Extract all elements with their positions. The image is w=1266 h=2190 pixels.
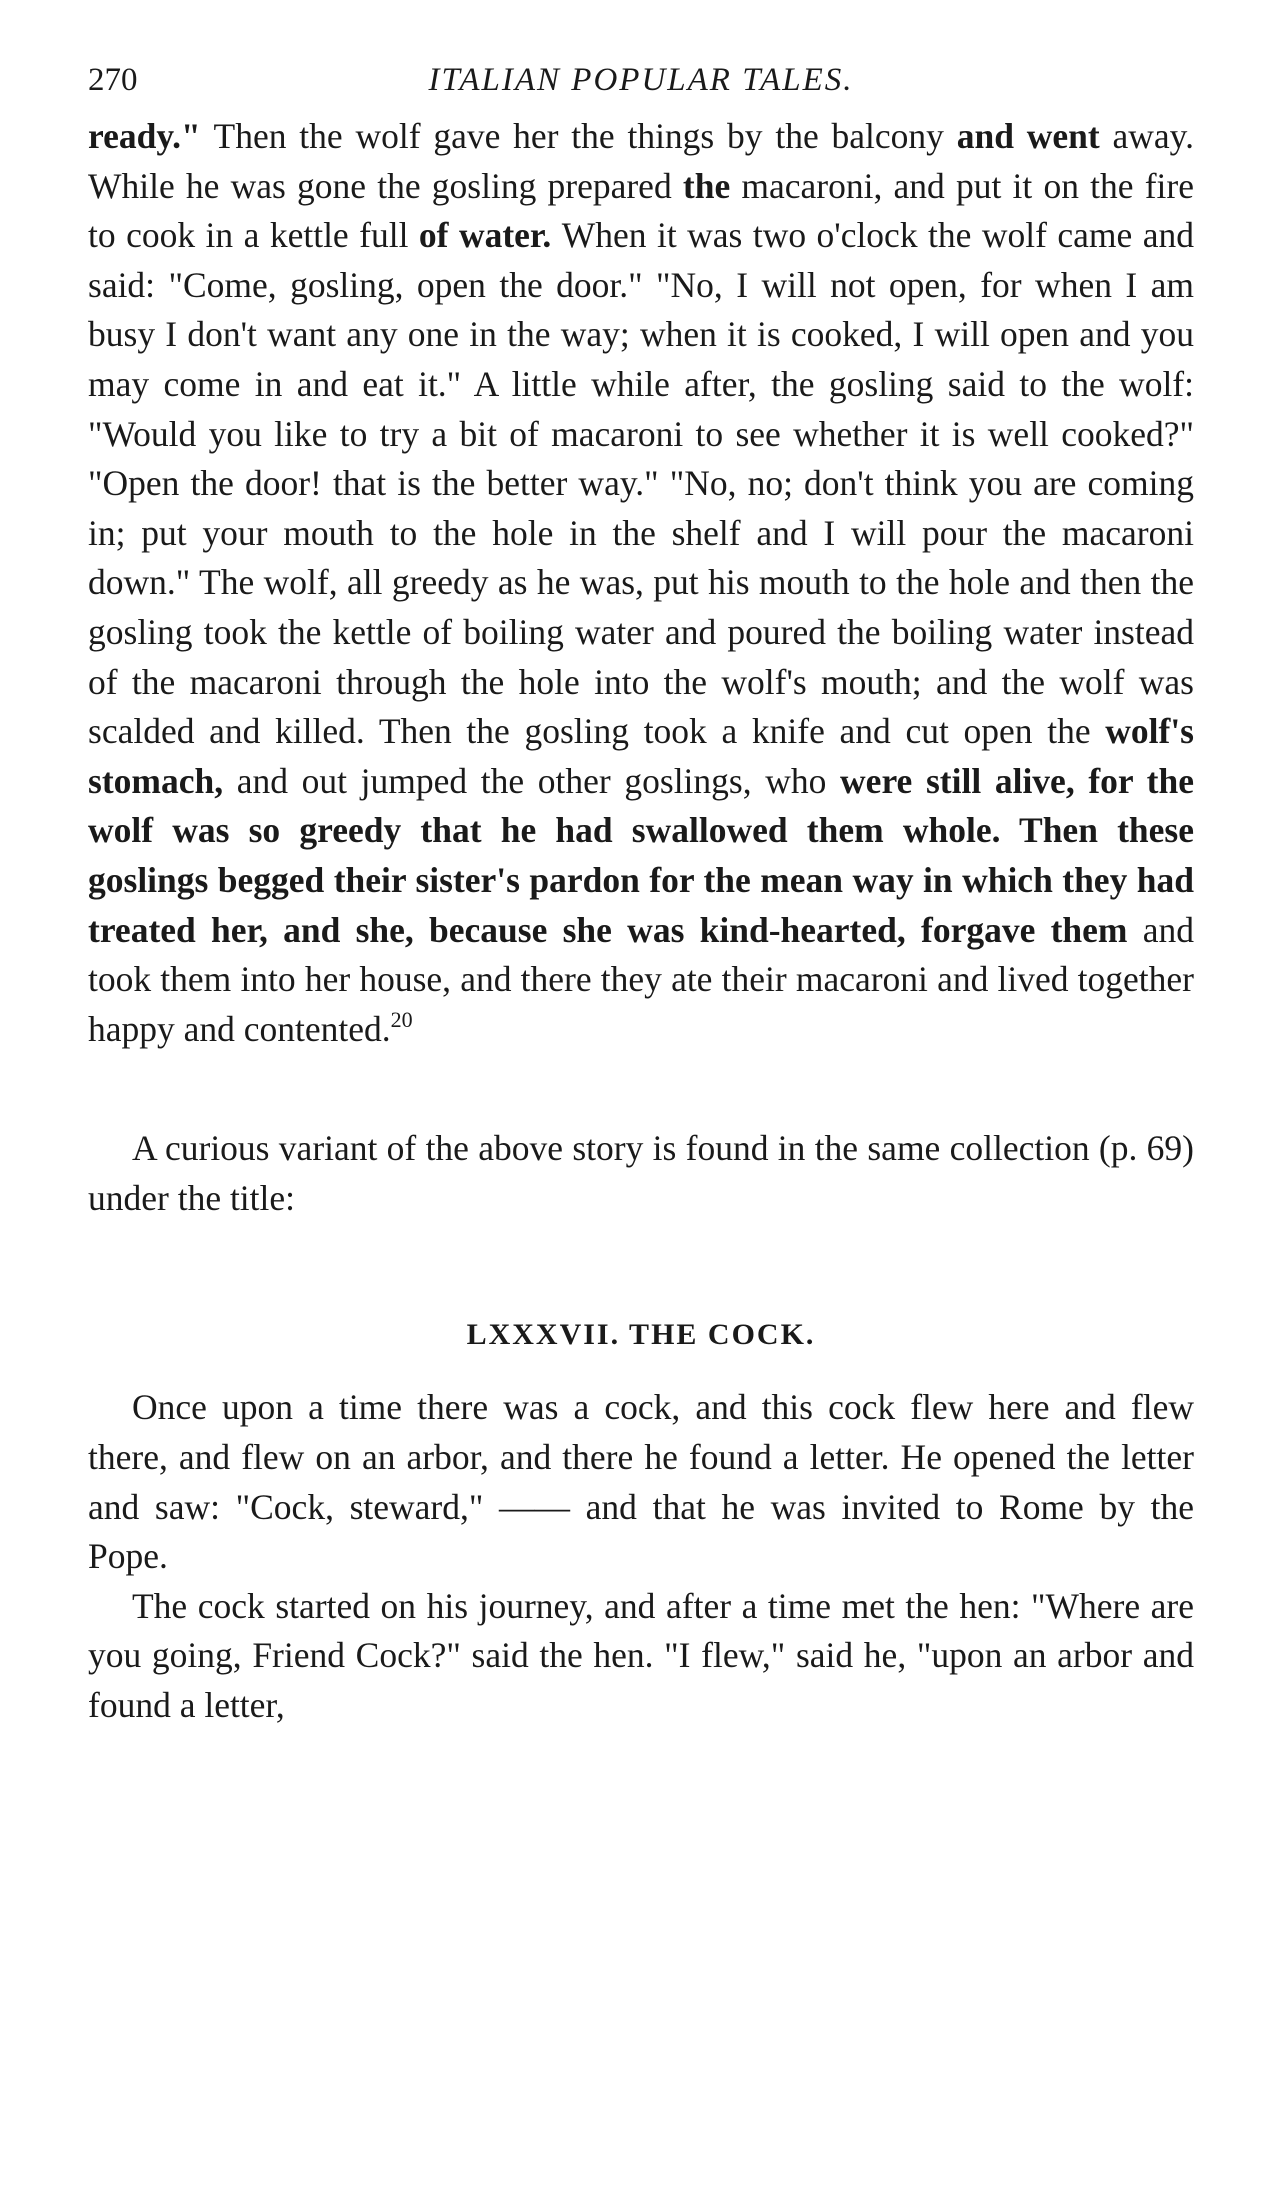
text-run: macaroni, and put it on the fire to cook in a kettle full <box>88 165 1194 256</box>
text-run: of water. <box>418 215 562 256</box>
text-run: were still alive, for the wolf was so greedy that he had swallowed them whole. Then these goslings begged their sister's pardon for the mean way in which they had treated her, and she, because she was kind-hearted, forgave them <box>88 760 1194 950</box>
spacer <box>88 1054 1194 1124</box>
text-run: ready." <box>88 116 214 156</box>
text-run: and went <box>956 116 1113 156</box>
text-run: and took them into her house, and there they ate their macaroni and lived together happy and contented. <box>88 909 1194 1049</box>
text-run: away. While he was gone the gosling prepared <box>88 116 1194 206</box>
book-page <box>88 40 1194 1731</box>
running-title: ITALIAN POPULAR TALES. <box>428 62 854 98</box>
cock-paragraph-2: The cock started on his journey, and after a time met the hen: "Where are you going, Friend Cock?" said the hen. "I flew," said he, "upon an arbor and found a letter, <box>88 1585 1194 1726</box>
text-run: wolf's stomach, <box>88 711 1194 801</box>
story-ending-paragraph <box>88 112 1194 1054</box>
footnote-reference: 20 <box>390 1006 413 1032</box>
text-run: and out jumped the other goslings, who <box>236 760 841 801</box>
page-number: 270 <box>88 62 138 98</box>
text-run: When it was two o'clock the wolf came and said: "Come, gosling, open the door." "No, I will not open, for when I am busy I don't want any one in the way; when it is cooked, I will open and you may come in and eat it." A little while after, the gosling said to the wolf: "Would you like to try a bit of macaroni to see whether it is well cooked?" "Open the door! that is the better way." "No, no; don't think you are coming in; put your mouth to the hole in the shelf and I will pour the macaroni down." The wolf, all greedy as he was, put his mouth to the hole and then the gosling took the kettle of boiling water and poured the boiling water instead of the macaroni through the hole into the wolf's mouth; and the wolf was scalded and killed. Then the gosling took a knife and cut open the <box>88 215 1194 752</box>
text-run: the <box>682 165 742 206</box>
running-head <box>88 40 1194 112</box>
cock-paragraph-1: Once upon a time there was a cock, and this cock flew here and flew there, and flew on an arbor, and there he found a letter. He opened the letter and saw: "Cock, steward," —— and that he was invited to Rome by the Pope. <box>88 1387 1194 1577</box>
spacer <box>88 1355 1194 1383</box>
spacer <box>88 1223 1194 1315</box>
section-heading: LXXXVII. THE COCK. <box>466 1318 816 1352</box>
text-run: Then the wolf gave her the things by the balcony <box>213 116 957 156</box>
variant-note-paragraph: A curious variant of the above story is found in the same collection (p. 69) under the title: <box>88 1128 1194 1218</box>
